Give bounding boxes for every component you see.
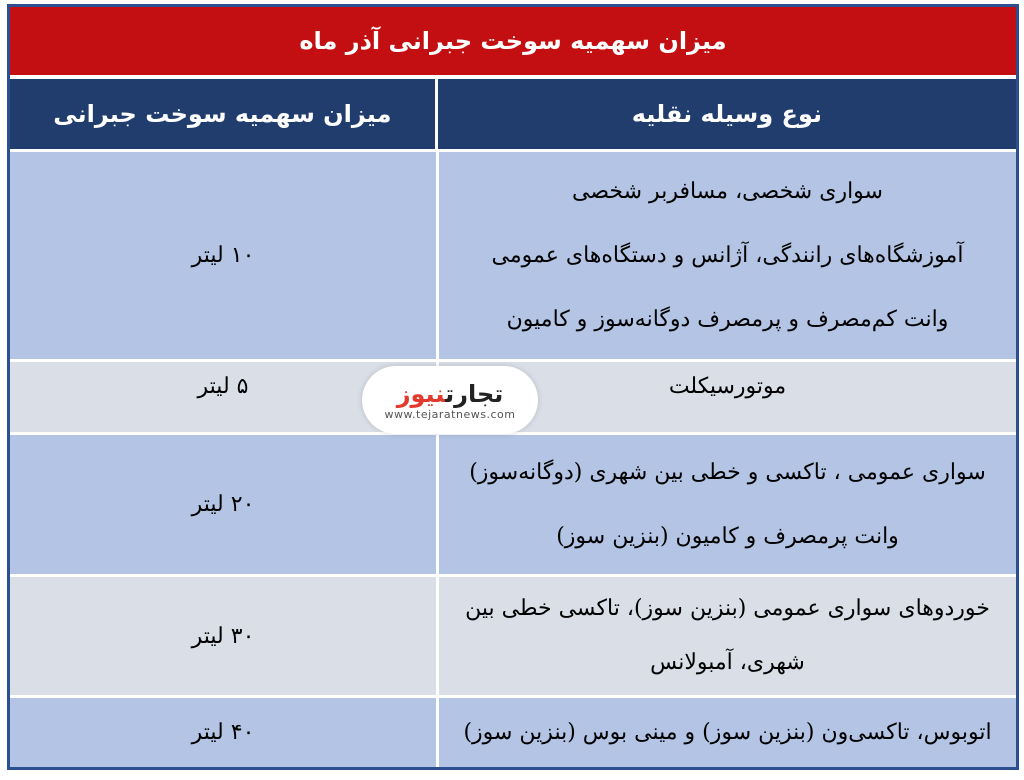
- vehicle-line: اتوبوس، تاکسی‌ون (بنزین سوز) و مینی بوس (بنزین سوز): [463, 720, 992, 745]
- vehicle-type-cell: [436, 435, 1016, 574]
- vehicle-type-cell: [436, 698, 1016, 767]
- quota-value: ۲۰ لیتر: [191, 492, 255, 517]
- vehicle-type-cell: [436, 577, 1016, 695]
- table-row: [10, 432, 1016, 574]
- vehicle-line: موتورسیکلت: [668, 374, 787, 399]
- logo-text-part1: تجارت: [445, 379, 504, 408]
- quota-cell: [10, 577, 436, 695]
- quota-value: ۵ لیتر: [197, 374, 249, 399]
- tejaratnews-logo: [362, 366, 538, 434]
- quota-value: ۳۰ لیتر: [191, 623, 255, 649]
- logo-wordmark: [397, 380, 504, 408]
- vehicle-line: آموزشگاه‌های رانندگی، آژانس و دستگاه‌های عمومی: [491, 242, 964, 268]
- table-row: [10, 695, 1016, 767]
- quota-cell: [10, 152, 436, 359]
- vehicle-line: سواری شخصی، مسافربر شخصی: [572, 178, 883, 204]
- vehicle-line: شهری، آمبولانس: [650, 650, 805, 675]
- header-quota: میزان سهمیه سوخت جبرانی: [53, 100, 392, 128]
- vehicle-type-cell: [436, 152, 1016, 359]
- table-header: [10, 79, 1016, 149]
- table-title: میزان سهمیه سوخت جبرانی آذر ماه: [10, 7, 1016, 75]
- vehicle-line: وانت کم‌مصرف و پرمصرف دوگانه‌سوز و کامیون: [506, 306, 949, 332]
- quota-cell: [10, 698, 436, 767]
- quota-value: ۴۰ لیتر: [191, 720, 255, 745]
- header-vehicle-type: نوع وسیله نقلیه: [435, 79, 1016, 149]
- logo-url: www.tejaratnews.com: [384, 407, 516, 421]
- quota-cell: [10, 435, 436, 574]
- vehicle-line: خوردوهای سواری عمومی (بنزین سوز)، تاکسی خطی بین: [465, 596, 990, 621]
- vehicle-line: وانت پرمصرف و کامیون (بنزین سوز): [556, 523, 899, 549]
- quota-value: ۱۰ لیتر: [191, 243, 255, 268]
- table-row: [10, 149, 1016, 359]
- vehicle-line: سواری عمومی ، تاکسی و خطی بین شهری (دوگانه‌سوز): [469, 459, 986, 485]
- logo-text-part2: نیوز: [396, 379, 446, 408]
- table-row: [10, 574, 1016, 695]
